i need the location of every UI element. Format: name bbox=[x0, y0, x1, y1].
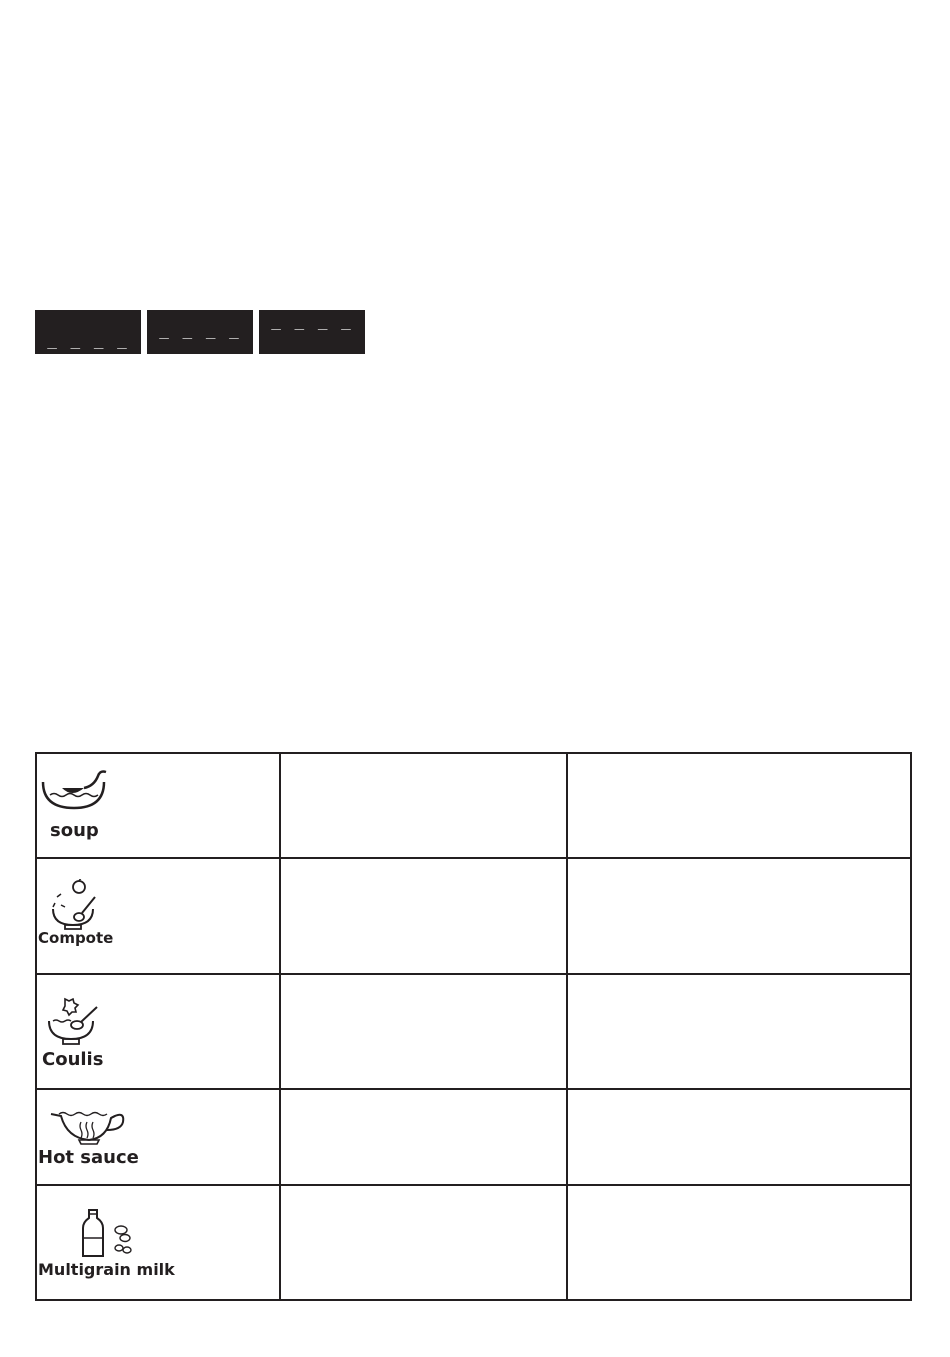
table-row bbox=[36, 858, 911, 974]
program-label: Multigrain milk bbox=[38, 1260, 175, 1279]
program-label: soup bbox=[50, 820, 99, 841]
table-cell bbox=[567, 1185, 911, 1300]
program-cell bbox=[36, 974, 280, 1089]
berry-bowl-spoon-icon bbox=[45, 995, 103, 1047]
display-dashes: _ _ _ _ bbox=[159, 320, 241, 339]
display-box-high bbox=[259, 310, 365, 354]
program-label: Hot sauce bbox=[38, 1147, 139, 1168]
program-cell bbox=[36, 1185, 280, 1300]
table-cell bbox=[567, 974, 911, 1089]
table-row bbox=[36, 974, 911, 1089]
table-cell bbox=[280, 753, 567, 858]
sauce-boat-icon bbox=[49, 1108, 129, 1148]
program-label: Compote bbox=[38, 929, 114, 947]
display-box-low bbox=[35, 310, 141, 354]
table-cell bbox=[567, 1089, 911, 1185]
table-cell bbox=[567, 858, 911, 974]
table-cell bbox=[280, 1089, 567, 1185]
milk-bottle-grains-icon bbox=[79, 1208, 139, 1260]
programs-table bbox=[35, 752, 912, 1301]
control-panel-display-row bbox=[35, 310, 365, 354]
table-row bbox=[36, 1089, 911, 1185]
display-box-mid bbox=[147, 310, 253, 354]
fruit-bowl-spoon-icon bbox=[49, 879, 101, 933]
program-cell bbox=[36, 1089, 280, 1185]
display-dashes: _ _ _ _ bbox=[271, 311, 353, 330]
program-cell bbox=[36, 858, 280, 974]
ladle-bowl-icon bbox=[40, 768, 112, 816]
table-cell bbox=[280, 1185, 567, 1300]
table-row bbox=[36, 753, 911, 858]
display-dashes: _ _ _ _ bbox=[47, 330, 129, 349]
program-cell bbox=[36, 753, 280, 858]
table-cell bbox=[280, 858, 567, 974]
table-cell bbox=[567, 753, 911, 858]
table-row bbox=[36, 1185, 911, 1300]
table-cell bbox=[280, 974, 567, 1089]
program-label: Coulis bbox=[42, 1049, 104, 1070]
